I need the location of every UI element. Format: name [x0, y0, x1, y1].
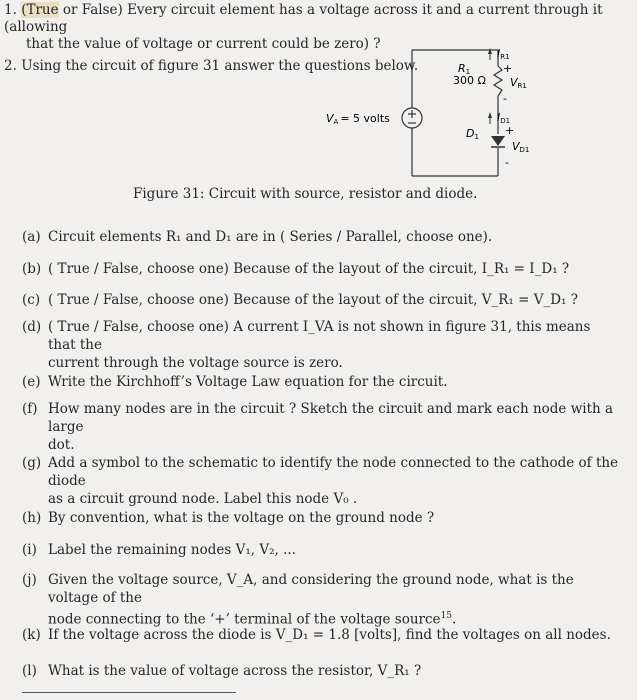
diode-minus: - — [505, 156, 509, 169]
item-b-text: ( True / False, choose one) Because of the layout of the circuit, I_R₁ = I_D₁ ? — [48, 261, 570, 277]
diode-name: D1 — [466, 127, 479, 141]
item-f-line1: How many nodes are in the circuit ? Sketch the circuit and mark each node with a large — [48, 401, 614, 435]
item-k: (k) If the voltage across the diode is V_D₁ = 1.8 [volts], find the voltages on all nodes. — [22, 626, 622, 644]
item-j-line1: Given the voltage source, V_A, and considering the ground node, what is the voltage of the — [48, 572, 574, 606]
item-k-text: If the voltage across the diode is V_D₁ = 1.8 [volts], find the voltages on all nodes. — [48, 627, 611, 643]
current-r-label: IR1 — [497, 47, 510, 61]
item-a-text: Circuit elements R₁ and D₁ are in ( Series / Parallel, choose one). — [48, 229, 493, 245]
question-2-number: 2. — [4, 58, 17, 74]
item-d-line2: current through the voltage source is zero. — [48, 355, 343, 371]
item-d: (d) ( True / False, choose one) A current I_VA is not shown in figure 31, this means that the current through the voltage source is zero. — [22, 318, 622, 372]
item-f: (f) How many nodes are in the circuit ? Sketch the circuit and mark each node with a large dot. — [22, 400, 622, 454]
footnote-marker: 15 — [440, 611, 453, 621]
question-1-line2: that the value of voltage or current could be zero) ? — [26, 36, 381, 52]
diode-plus: + — [505, 124, 515, 137]
item-i-text: Label the remaining nodes V₁, V₂, ... — [48, 542, 296, 558]
item-i: (i) Label the remaining nodes V₁, V₂, ... — [22, 541, 622, 559]
source-label: VA = 5 volts — [326, 112, 390, 126]
resistor-value: 300 Ω — [453, 74, 486, 87]
current-arrow-r-icon — [488, 48, 492, 54]
item-g-line1: Add a symbol to the schematic to identify the node connected to the cathode of the diode — [48, 455, 619, 489]
current-d-label: ID1 — [497, 111, 511, 125]
item-b: (b) ( True / False, choose one) Because of the layout of the circuit, I_R₁ = I_D₁ ? — [22, 260, 622, 278]
question-1-number: 1. — [4, 2, 17, 18]
item-l-text: What is the value of voltage across the resistor, V_R₁ ? — [48, 663, 422, 679]
item-c-text: ( True / False, choose one) Because of the layout of the circuit, V_R₁ = V_D₁ ? — [48, 292, 578, 308]
item-a: (a) Circuit elements R₁ and D₁ are in ( Series / Parallel, choose one). — [22, 228, 622, 246]
question-1-text: or False) Every circuit element has a voltage across it and a current through it (allowing — [4, 2, 603, 35]
resistor-symbol — [494, 66, 502, 96]
item-l: (l) What is the value of voltage across the resistor, V_R₁ ? — [22, 662, 622, 680]
figure-caption: Figure 31: Circuit with source, resistor and diode. — [133, 186, 478, 202]
resistor-minus: - — [503, 92, 507, 105]
footnote-rule — [22, 692, 236, 693]
item-j-line2: node connecting to the ‘+’ terminal of the voltage source$^{15}$. — [48, 611, 457, 628]
question-1-highlight: (True — [21, 2, 59, 18]
diode-symbol — [491, 136, 505, 146]
item-f-line2: dot. — [48, 437, 75, 453]
voltage-r-label: VR1 — [510, 76, 527, 90]
item-g: (g) Add a symbol to the schematic to identify the node connected to the cathode of the diode as a circuit ground node. Label this node V₀ . — [22, 454, 622, 508]
item-e: (e) Write the Kirchhoff’s Voltage Law equation for the circuit. — [22, 373, 622, 391]
circuit-diagram — [0, 0, 637, 190]
item-e-text: Write the Kirchhoff’s Voltage Law equation for the circuit. — [48, 374, 448, 390]
item-g-line2: as a circuit ground node. Label this node V₀ . — [48, 491, 358, 507]
resistor-name: R1 — [458, 62, 471, 76]
item-d-line1: ( True / False, choose one) A current I_VA is not shown in figure 31, this means that the — [48, 319, 591, 353]
item-c: (c) ( True / False, choose one) Because of the layout of the circuit, V_R₁ = V_D₁ ? — [22, 291, 622, 309]
resistor-plus: + — [503, 62, 513, 75]
item-j: (j) Given the voltage source, V_A, and considering the ground node, what is the voltage of the node connecting to the ‘+’ terminal of the voltage source$^{15}$. — [22, 571, 622, 629]
item-h-text: By convention, what is the voltage on the ground node ? — [48, 510, 435, 526]
voltage-d-label: VD1 — [512, 140, 530, 154]
item-h: (h) By convention, what is the voltage on the ground node ? — [22, 509, 622, 527]
question-2-text: Using the circuit of figure 31 answer the questions below. — [21, 58, 419, 74]
current-arrow-d-icon — [488, 112, 492, 118]
